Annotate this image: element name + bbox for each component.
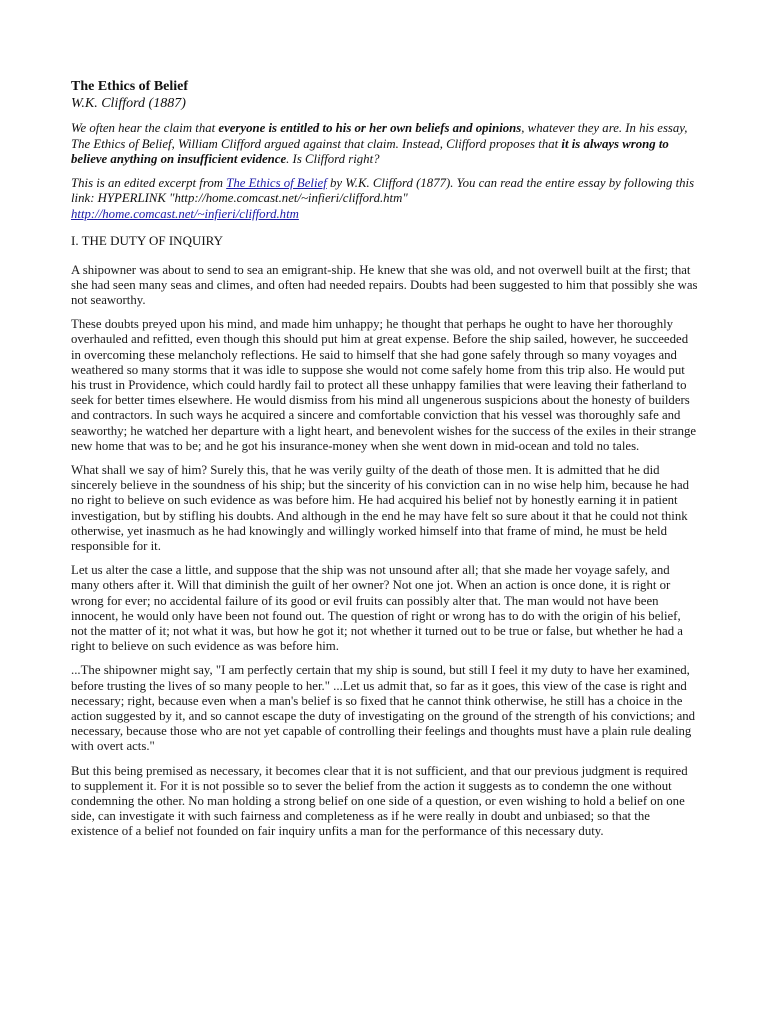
document-page [71, 78, 699, 849]
body-paragraph-5: ...The shipowner might say, "I am perfectly certain that my ship is sound, but still I feel it my duty to have her examined, before trusting the lives of so many people to her." ...Let us admit that, so far as it goes, this view of the case is right and necessary; right, because even when a man's belief is so fixed that he cannot think otherwise, he still has a choice in the action suggested by it, and so cannot escape the duty of investigating on the ground of the strength of his convictions; and necessary, because those who are not yet capable of controlling their feelings and thoughts must have a plain rule dealing with overt acts." [71, 663, 696, 754]
section-heading: I. THE DUTY OF INQUIRY [71, 232, 224, 248]
intro-text-3: . Is Clifford right? [286, 152, 380, 167]
document-title: The Ethics of Belief [71, 79, 189, 94]
intro-text-2: , whatever they are. In his essay, The Ethics of Belief, William Clifford argued against that claim. Instead, Clifford proposes that [71, 121, 688, 151]
excerpt-text-2: by W.K. Clifford (1877). You can read the entire essay by following this link: HYPERLINK "http://home.comcast.net/~infieri/clifford.htm" [71, 175, 695, 206]
essay-title-link[interactable]: The Ethics of Belief [226, 175, 327, 190]
body-paragraph-4: Let us alter the case a little, and suppose that the ship was not unsound after all; that she made her voyage safely, and many others after it. Will that diminish the guilt of her owner? Not one jot. When an action is once done, it is right or wrong for ever; no accidental failure of its good or evil fruits can possibly alter that. The man would not have been innocent, he would only have been not found out. The question of right or wrong has to do with the origin of his belief, not the matter of it; not what it was, but how he got it; not whether it turned out to be true or false, but whether he had a right to believe on such evidence as was before him. [71, 563, 683, 654]
essay-url-link[interactable]: http://home.comcast.net/~infieri/clifford.htm [71, 206, 299, 221]
intro-paragraph [71, 121, 699, 168]
document-author: W.K. Clifford (1887) [71, 96, 186, 111]
intro-text-1: We often hear the claim that [71, 121, 219, 135]
intro-bold-1: everyone is entitled to his or her own beliefs and opinions [218, 121, 522, 135]
body-paragraph-3: What shall we say of him? Surely this, that he was verily guilty of the death of those men. It is admitted that he did sincerely believe in the soundness of his ship; but the sincerity of his conviction can in no wise help him, because he had no right to believe on such evidence as was before him. He had acquired his belief not by honestly earning it in patient investigation, but by stifling his doubts. And although in the end he may have felt so sure about it that he could not think otherwise, yet inasmuch as he had knowingly and willingly worked himself into that frame of mind, he must be held responsible for it. [71, 463, 690, 554]
body-paragraph-2: These doubts preyed upon his mind, and made him unhappy; he thought that perhaps he ought to have her thoroughly overhauled and refitted, even though this should put him at great expense. Before the ship sailed, however, he succeeded in overcoming these melancholy reflections. He said to himself that she had gone safely through so many voyages and weathered so many storms that it was idle to suppose she would not come safely home from this trip also. He would put his trust in Providence, which could hardly fail to protect all these unhappy families that were leaving their fatherland to seek for better times elsewhere. He would dismiss from his mind all ungenerous suspicions about the honesty of builders and contractors. In such ways he acquired a sincere and comfortable conviction that his vessel was thoroughly safe and seaworthy; he watched her departure with a light heart, and benevolent wishes for the success of the exiles in their strange new home that was to be; and he got his insurance-money when she went down in mid-ocean and told no tales. [71, 317, 697, 453]
intro-bold-2: it is always wrong to believe anything on insufficient evidence [71, 136, 669, 167]
excerpt-text-1: This is an edited excerpt from [71, 175, 227, 190]
excerpt-note [71, 176, 699, 223]
body-paragraph-6: But this being premised as necessary, it becomes clear that it is not sufficient, and that our previous judgment is required to supplement it. For it is not possible so to sever the belief from the action it suggests as to condemn the one without condemning the other. No man holding a strong belief on one side of a question, or even wishing to hold a belief on one side, can investigate it with such fairness and completeness as if he were really in doubt and unbiased; so that the existence of a belief not founded on fair inquiry unfits a man for the performance of this necessary duty. [71, 763, 688, 839]
body-paragraph-1: A shipowner was about to send to sea an emigrant-ship. He knew that she was old, and not overwell built at the first; that she had seen many seas and climes, and often had needed repairs. Doubts had been suggested to him that possibly she was not seaworthy. [71, 262, 698, 307]
